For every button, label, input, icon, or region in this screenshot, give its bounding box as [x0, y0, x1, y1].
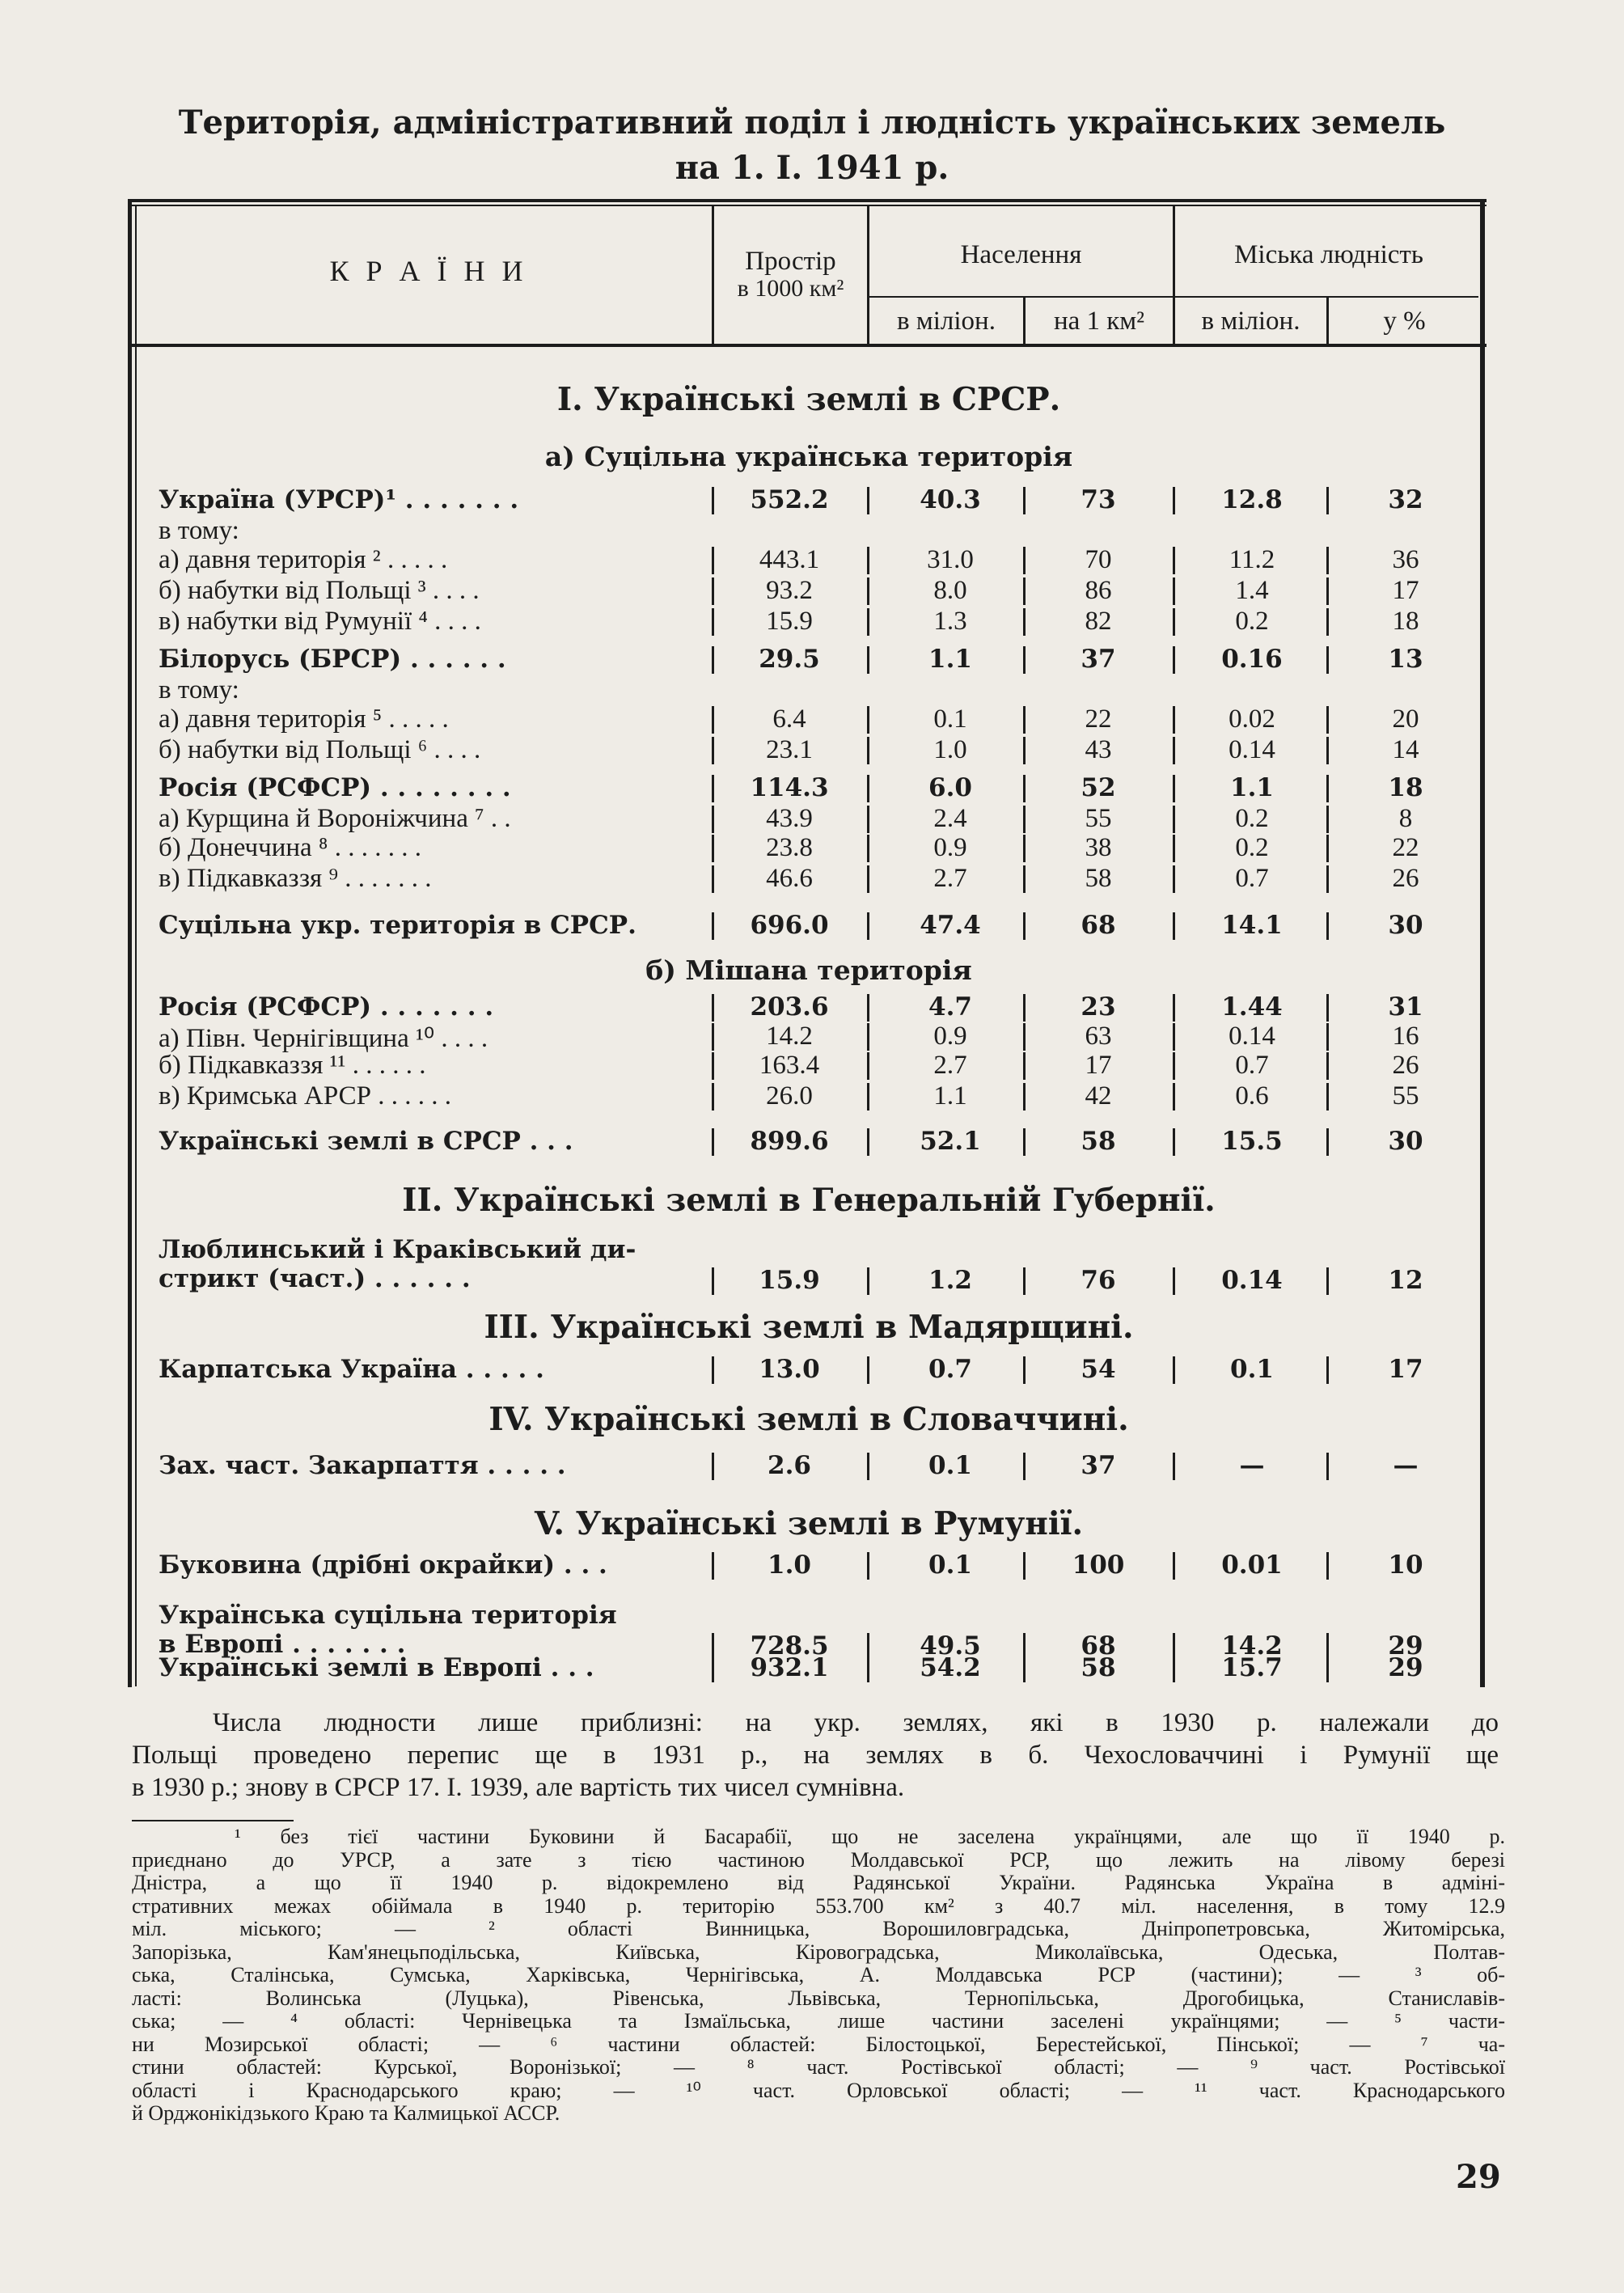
cell-value: 13	[1388, 644, 1423, 674]
col-separator	[867, 865, 869, 893]
cell-value: 86	[1085, 575, 1112, 605]
col-separator	[1023, 1128, 1026, 1156]
cell-value: 0.1	[1230, 1354, 1274, 1384]
col-separator	[1023, 577, 1026, 605]
cell-value: 52.1	[920, 1127, 981, 1157]
cell-value: —	[1239, 1451, 1265, 1481]
col-separator	[867, 706, 869, 734]
cell-value: 0.1	[928, 1551, 972, 1580]
row-label-cont: стрикт (част.) . . . . . .	[159, 1263, 471, 1293]
cell-value: 46.6	[766, 863, 813, 893]
header-urban-mln: в міліон.	[1201, 307, 1300, 336]
col-separator	[712, 737, 714, 764]
cell-value: 58	[1081, 1127, 1116, 1157]
col-separator	[1023, 1083, 1026, 1111]
cell-value: 1.0	[768, 1551, 811, 1580]
col-separator	[1326, 487, 1329, 514]
subsection-heading: а) Суцільна українська територія	[544, 441, 1073, 473]
header-population: Населення	[960, 240, 1082, 269]
col-separator	[712, 1552, 714, 1580]
row-label-cont: в Европі . . . . . . .	[159, 1629, 406, 1659]
cell-value: 18	[1392, 606, 1419, 636]
cell-value: 13.0	[759, 1354, 820, 1384]
cell-value: 0.02	[1229, 704, 1275, 734]
header-pop-mln: в міліон.	[897, 307, 996, 336]
footnote-line: стини областей: Курської, Воронізької; — ⁸ част. Ростівської області; — ⁹ част. Ростівської	[132, 2055, 1505, 2079]
cell-value: 1.3	[933, 606, 967, 636]
col-separator	[1326, 1052, 1329, 1080]
col-separator	[712, 1267, 714, 1295]
cell-value: 26	[1392, 1051, 1419, 1081]
col-separator	[1326, 1023, 1329, 1051]
cell-value: 31	[1388, 992, 1423, 1022]
cell-value: 68	[1081, 910, 1116, 940]
col-separator	[1173, 1083, 1175, 1111]
note-line: Польщі проведено перепис ще в 1931 р., на землях в б. Чехословаччині і Румунії ще	[132, 1741, 1499, 1770]
col-separator	[1173, 487, 1175, 514]
cell-value: 552.2	[750, 484, 829, 514]
col-separator	[1023, 912, 1026, 940]
cell-value: 114.3	[750, 772, 829, 802]
cell-value: 52	[1081, 772, 1116, 802]
col-separator	[1326, 775, 1329, 802]
col-separator	[712, 1023, 714, 1051]
row-label: в тому:	[159, 675, 239, 704]
footnote-line: стративних межах обіймала в 1940 р. територію 553.700 км² з 40.7 міл. населення, в тому 12.9	[132, 1893, 1505, 1918]
cell-value: 6.0	[928, 772, 972, 802]
cell-value: 0.01	[1221, 1551, 1283, 1580]
page-title-date: на 1. I. 1941 р.	[675, 149, 949, 187]
cell-value: 26.0	[766, 1081, 813, 1111]
cell-value: 203.6	[750, 992, 829, 1022]
section-heading: II. Українські землі в Генеральній Губернії.	[402, 1182, 1216, 1220]
cell-value: 42	[1085, 1081, 1112, 1111]
cell-value: 18	[1388, 772, 1423, 802]
col-separator	[1173, 706, 1175, 734]
row-label: а) Курщина й Вороніжчина ⁷ . .	[159, 803, 511, 833]
footnote-line: області і Краснодарського краю; — ¹⁰ част. Орловської області; — ¹¹ част. Краснодарського	[132, 2078, 1505, 2102]
footnote-line: й Орджонікідзького Краю та Калмицької АССР.	[132, 2101, 560, 2125]
col-separator	[867, 1453, 869, 1480]
col-separator	[1023, 994, 1026, 1022]
footnote-line: ласті: Волинська (Луцька), Рівенська, Львівська, Тернопільська, Дрогобицька, Станиславів-	[132, 1986, 1505, 2010]
header-pop-density: на 1 км²	[1053, 307, 1145, 336]
cell-value: 0.2	[1235, 832, 1269, 862]
col-separator	[1326, 706, 1329, 734]
col-separator	[1023, 1552, 1026, 1580]
cell-value: 2.4	[933, 803, 967, 833]
section-heading: III. Українські землі в Мадярщині.	[484, 1309, 1134, 1347]
row-label: Зах. част. Закарпаття . . . . .	[159, 1451, 566, 1481]
col-separator	[1023, 1655, 1026, 1682]
col-separator	[1326, 1128, 1329, 1156]
table-top-border-inner	[128, 205, 1487, 206]
cell-value: 1.2	[928, 1265, 972, 1295]
footnote-rule	[132, 1820, 294, 1821]
cell-value: 0.14	[1229, 734, 1275, 764]
cell-value: 728.5	[750, 1631, 829, 1661]
cell-value: 0.14	[1229, 1021, 1275, 1051]
cell-value: 15.9	[766, 606, 813, 636]
cell-value: 1.0	[933, 734, 967, 764]
cell-value: 23	[1081, 992, 1116, 1022]
cell-value: 32	[1388, 484, 1423, 514]
col-separator	[1326, 608, 1329, 636]
col-separator	[867, 737, 869, 764]
cell-value: 0.6	[1235, 1081, 1269, 1111]
col-separator	[712, 577, 714, 605]
note-line: в 1930 р.; знову в СРСР 17. I. 1939, але вартість тих чисел сумнівна.	[132, 1773, 905, 1802]
section-heading: IV. Українські землі в Словаччині.	[488, 1401, 1129, 1439]
cell-value: —	[1393, 1451, 1419, 1481]
col-separator	[867, 1128, 869, 1156]
col-separator	[712, 865, 714, 893]
col-separator	[1173, 646, 1175, 674]
col-separator	[1023, 646, 1026, 674]
row-label: в тому:	[159, 515, 239, 545]
col-separator	[867, 547, 869, 574]
col-separator	[712, 806, 714, 833]
col-separator	[867, 577, 869, 605]
col-separator	[712, 1083, 714, 1111]
col-separator	[1023, 487, 1026, 514]
cell-value: 73	[1081, 484, 1116, 514]
col-separator	[867, 994, 869, 1022]
cell-value: 76	[1081, 1265, 1116, 1295]
cell-value: 49.5	[920, 1631, 981, 1661]
cell-value: 58	[1085, 863, 1112, 893]
col-separator	[712, 775, 714, 802]
col-separator	[1326, 806, 1329, 833]
row-label: Росія (РСФСР) . . . . . . .	[159, 992, 494, 1022]
row-label: Українська суцільна територія	[159, 1600, 617, 1630]
col-separator	[1326, 1267, 1329, 1295]
note-line: Числа людности лише приблизні: на укр. землях, які в 1930 р. належали до	[213, 1708, 1499, 1737]
cell-value: 17	[1085, 1051, 1112, 1081]
header-area-unit: в 1000 км²	[737, 275, 844, 302]
cell-value: 29	[1388, 1652, 1423, 1682]
cell-value: 6.4	[772, 704, 806, 734]
cell-value: 23.1	[766, 734, 813, 764]
col-separator	[867, 1023, 869, 1051]
col-separator	[1173, 865, 1175, 893]
col-separator	[867, 1052, 869, 1080]
cell-value: 30	[1388, 910, 1423, 940]
col-separator	[867, 608, 869, 636]
cell-value: 37	[1081, 644, 1116, 674]
cell-value: 163.4	[759, 1051, 820, 1081]
col-separator	[1173, 835, 1175, 862]
col-separator	[1023, 1356, 1026, 1384]
row-label: Україна (УРСР)¹ . . . . . . .	[159, 484, 519, 514]
col-separator	[867, 806, 869, 833]
cell-value: 70	[1085, 544, 1112, 574]
table-top-border	[128, 199, 1487, 202]
col-separator	[1326, 547, 1329, 574]
col-separator	[1173, 1453, 1175, 1480]
col-separator	[1173, 1128, 1175, 1156]
col-separator	[712, 646, 714, 674]
col-separator	[1173, 1655, 1175, 1682]
col-separator	[1326, 1453, 1329, 1480]
col-separator	[1173, 737, 1175, 764]
col-separator	[712, 1052, 714, 1080]
cell-value: 0.7	[928, 1354, 972, 1384]
cell-value: 15.9	[759, 1265, 820, 1295]
cell-value: 68	[1081, 1631, 1116, 1661]
col-separator	[867, 1356, 869, 1384]
cell-value: 12	[1388, 1265, 1423, 1295]
col-separator	[1023, 775, 1026, 802]
cell-value: 14.2	[766, 1021, 813, 1051]
col-separator	[1326, 1356, 1329, 1384]
col-separator	[867, 646, 869, 674]
col-separator	[867, 835, 869, 862]
col-separator	[867, 775, 869, 802]
col-separator	[1023, 706, 1026, 734]
cell-value: 1.4	[1235, 575, 1269, 605]
col-separator	[1326, 737, 1329, 764]
cell-value: 0.2	[1235, 803, 1269, 833]
cell-value: 0.7	[1235, 863, 1269, 893]
section-heading: I. Українські землі в СРСР.	[556, 380, 1061, 418]
table-right-border	[1480, 199, 1485, 1687]
cell-value: 14.1	[1221, 910, 1283, 940]
col-separator	[1023, 806, 1026, 833]
cell-value: 38	[1085, 832, 1112, 862]
cell-value: 4.7	[928, 992, 972, 1022]
col-separator	[1173, 608, 1175, 636]
col-separator	[1326, 912, 1329, 940]
cell-value: 17	[1388, 1354, 1423, 1384]
col-separator	[1326, 865, 1329, 893]
cell-value: 0.14	[1221, 1265, 1283, 1295]
cell-value: 932.1	[750, 1652, 829, 1682]
cell-value: 1.1	[928, 644, 972, 674]
col-separator	[1326, 835, 1329, 862]
cell-value: 26	[1392, 863, 1419, 893]
footnote-line: міл. міського; — ² області Винницька, Ворошиловградська, Дніпропетровська, Житомірська,	[132, 1917, 1505, 1940]
cell-value: 0.16	[1221, 644, 1283, 674]
row-label: Росія (РСФСР) . . . . . . . .	[159, 772, 511, 802]
section-heading: V. Українські землі в Румунії.	[534, 1504, 1084, 1542]
table-left-border-inner	[135, 206, 137, 1686]
col-separator	[712, 706, 714, 734]
cell-value: 55	[1085, 803, 1112, 833]
cell-value: 82	[1085, 606, 1112, 636]
cell-value: 899.6	[750, 1127, 829, 1157]
col-separator	[1173, 1023, 1175, 1051]
col-separator	[712, 1655, 714, 1682]
cell-value: 0.2	[1235, 606, 1269, 636]
row-label: Люблинський і Краківський ди-	[159, 1234, 636, 1264]
col-separator	[712, 608, 714, 636]
col-separator	[1326, 1655, 1329, 1682]
col-separator	[712, 1128, 714, 1156]
row-label: Карпатська Україна . . . . .	[159, 1354, 544, 1384]
cell-value: 54	[1081, 1354, 1116, 1384]
cell-value: 22	[1392, 832, 1419, 862]
col-separator	[1173, 1267, 1175, 1295]
cell-value: 100	[1072, 1551, 1125, 1580]
page-number: 29	[1456, 2158, 1501, 2196]
cell-value: 0.1	[933, 704, 967, 734]
cell-value: 43.9	[766, 803, 813, 833]
col-separator	[712, 835, 714, 862]
header-urban: Міська людність	[1234, 240, 1423, 269]
row-label: Білорусь (БРСР) . . . . . .	[159, 644, 506, 674]
col-separator	[712, 1356, 714, 1384]
cell-value: 15.7	[1221, 1652, 1283, 1682]
row-label: в) Підкавказзя ⁹ . . . . . . .	[159, 863, 432, 893]
cell-value: 2.7	[933, 863, 967, 893]
row-label: б) Підкавказзя ¹¹ . . . . . .	[159, 1051, 426, 1081]
col-separator	[1173, 1052, 1175, 1080]
footnote-line: Дністра, а що її 1940 р. відокремлено від Радянської України. Радянська Україна в адміні-	[132, 1871, 1505, 1894]
cell-value: 16	[1392, 1021, 1419, 1051]
cell-value: 93.2	[766, 575, 813, 605]
row-label: Суцільна укр. територія в СРСР.	[159, 910, 636, 940]
footnote-line: Запорізька, Кам'янецьподільська, Київська, Кіровоградська, Миколаївська, Одеська, Полтав-	[132, 1940, 1505, 1964]
row-label: в) набутки від Румунії ⁴ . . . .	[159, 606, 481, 636]
cell-value: 1.44	[1221, 992, 1283, 1022]
header-urban-pct: у %	[1383, 307, 1426, 336]
col-separator	[1173, 1356, 1175, 1384]
row-label: в) Кримська АРСР . . . . . .	[159, 1081, 451, 1111]
cell-value: 29.5	[759, 644, 820, 674]
col-separator	[1173, 577, 1175, 605]
cell-value: 2.6	[768, 1451, 811, 1481]
col-separator	[1023, 1267, 1026, 1295]
col-separator	[867, 1655, 869, 1682]
cell-value: 17	[1392, 575, 1419, 605]
row-label: а) давня територія ² . . . . .	[159, 544, 448, 574]
col-separator	[1023, 865, 1026, 893]
cell-value: 36	[1392, 544, 1419, 574]
cell-value: 10	[1388, 1551, 1423, 1580]
col-separator	[712, 1453, 714, 1480]
cell-value: 43	[1085, 734, 1112, 764]
col-separator	[1326, 577, 1329, 605]
row-label: а) Півн. Чернігівщина ¹⁰ . . . .	[159, 1023, 488, 1053]
footnote-line: ська; — ⁴ області: Чернівецька та Ізмаїльська, лише частини заселені українцями; — ⁵ части-	[132, 2009, 1505, 2033]
row-label: Буковина (дрібні окрайки) . . .	[159, 1551, 607, 1580]
col-separator	[1326, 994, 1329, 1022]
cell-value: 58	[1081, 1652, 1116, 1682]
header-area: Простір	[745, 247, 836, 276]
cell-value: 8.0	[933, 575, 967, 605]
cell-value: 31.0	[927, 544, 974, 574]
col-separator	[867, 1552, 869, 1580]
cell-value: 15.5	[1221, 1127, 1283, 1157]
cell-value: 30	[1388, 1127, 1423, 1157]
cell-value: 47.4	[920, 910, 981, 940]
row-label: б) набутки від Польщі ⁶ . . . .	[159, 734, 481, 764]
col-separator	[1326, 1552, 1329, 1580]
col-separator	[1023, 1453, 1026, 1480]
col-separator	[867, 487, 869, 514]
col-separator	[712, 547, 714, 574]
col-separator	[1023, 737, 1026, 764]
cell-value: 22	[1085, 704, 1112, 734]
cell-value: 63	[1085, 1021, 1112, 1051]
footnote-line: приєднано до УРСР, а зате з тією частиною Молдавської РСР, що лежить на лівому березі	[132, 1847, 1505, 1872]
cell-value: 14.2	[1221, 1631, 1283, 1661]
footnote-line: ни Мозирської області; — ⁶ частини областей: Білостоцької, Берестейської, Пінської; — ⁷ ча-	[132, 2032, 1505, 2056]
col-separator	[1023, 1023, 1026, 1051]
cell-value: 0.7	[1235, 1051, 1269, 1081]
footnote-line: ¹ без тієї частини Буковини й Басарабії, що не заселена українцями, але що її 1940 р.	[235, 1825, 1505, 1848]
cell-value: 696.0	[750, 910, 829, 940]
cell-value: 0.9	[933, 1021, 967, 1051]
row-label: а) давня територія ⁵ . . . . .	[159, 704, 449, 734]
cell-value: 54.2	[920, 1652, 981, 1682]
row-label: Українські землі в СРСР . . .	[159, 1127, 573, 1157]
header-bottom-border	[128, 344, 1487, 347]
cell-value: 29	[1388, 1631, 1423, 1661]
subsection-heading: б) Мішана територія	[645, 954, 972, 986]
cell-value: 1.1	[933, 1081, 967, 1111]
col-separator	[1326, 646, 1329, 674]
cell-value: 443.1	[759, 544, 820, 574]
page-title: Територія, адміністративний поділ і людність українських земель	[178, 104, 1446, 142]
col-separator	[867, 1083, 869, 1111]
col-separator	[712, 994, 714, 1022]
col-separator	[867, 912, 869, 940]
col-separator	[867, 1267, 869, 1295]
col-separator	[1173, 806, 1175, 833]
col-separator	[1023, 608, 1026, 636]
cell-value: 0.1	[928, 1451, 972, 1481]
col-separator	[1173, 994, 1175, 1022]
col-separator	[1173, 547, 1175, 574]
cell-value: 0.9	[933, 832, 967, 862]
header-countries: К Р А Ї Н И	[329, 255, 528, 287]
row-label: Українські землі в Европі . . .	[159, 1652, 594, 1682]
col-separator	[1023, 835, 1026, 862]
cell-value: 2.7	[933, 1051, 967, 1081]
cell-value: 37	[1081, 1451, 1116, 1481]
col-separator	[1173, 775, 1175, 802]
cell-value: 11.2	[1229, 544, 1275, 574]
cell-value: 12.8	[1221, 484, 1283, 514]
cell-value: 20	[1392, 704, 1419, 734]
cell-value: 14	[1392, 734, 1419, 764]
col-separator	[712, 912, 714, 940]
cell-value: 8	[1398, 803, 1413, 833]
cell-value: 40.3	[920, 484, 981, 514]
col-separator	[712, 487, 714, 514]
cell-value: 1.1	[1230, 772, 1274, 802]
col-separator	[1326, 1083, 1329, 1111]
col-separator	[1023, 547, 1026, 574]
cell-value: 23.8	[766, 832, 813, 862]
col-separator	[1173, 912, 1175, 940]
row-label: б) Донеччина ⁸ . . . . . . .	[159, 832, 421, 862]
footnote-line: ська, Сталінська, Сумська, Харківська, Чернігівська, А. Молдавська РСР (частини); — ³ об-	[132, 1963, 1505, 1986]
table-left-border	[128, 199, 132, 1687]
row-label: б) набутки від Польщі ³ . . . .	[159, 575, 480, 605]
cell-value: 55	[1392, 1081, 1419, 1111]
col-separator	[1173, 1552, 1175, 1580]
col-separator	[1023, 1052, 1026, 1080]
